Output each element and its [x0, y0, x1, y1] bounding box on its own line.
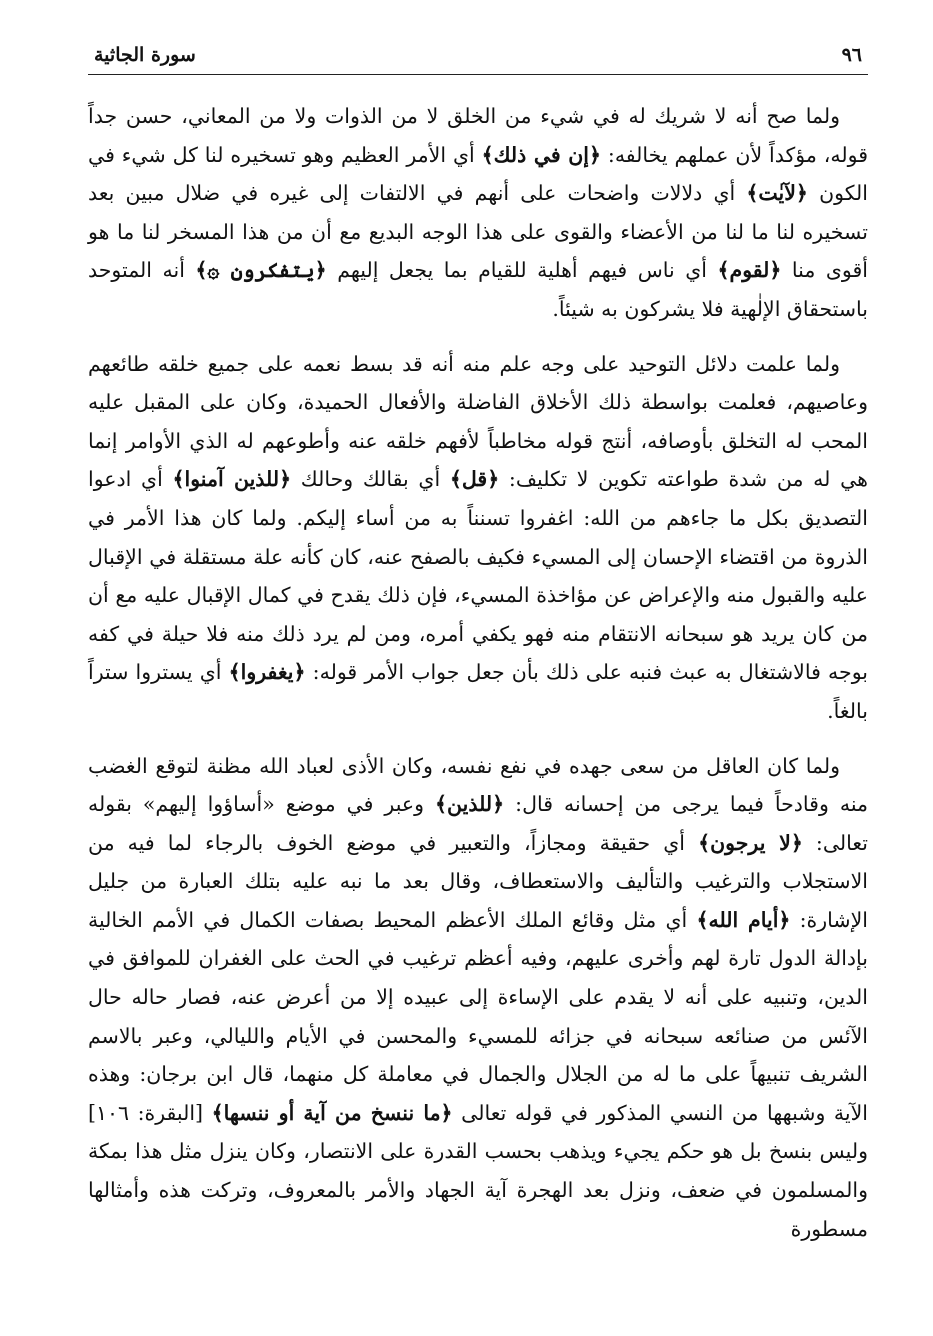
quran-quote: ﴿يغفروا﴾ [228, 660, 306, 685]
body-text [88, 97, 868, 1248]
text-run: وعبر في موضع «أساؤوا إليهم» بقوله تعالى: [88, 792, 868, 855]
running-header [88, 40, 868, 75]
paragraph [88, 747, 868, 1249]
text-run: أي دلالات واضحات على أنهم في الالتفات إلى غيره في ضلال مبين بعد تسخيره لنا ما لنا من الأعضاء والقوى على هذا الوجه البديع مع أن من هذا المسخر لنا ما هو أقوى منا [88, 181, 868, 283]
quran-quote: ﴿لقوم﴾ [717, 258, 782, 283]
text-run: ولما علمت دلائل التوحيد على وجه علم منه أنه قد بسط نعمه على جميع خلقه طائعهم وعاصيهم، فعلمت بواسطة ذلك الأخلاق الفاضلة والأفعال الحميدة، وكان على المقبل عليه المحب له التخلق بأوصافه، أنتج قوله مخاطباً لأفهم خلقه عنه وأطوعهم له الذي الأوامر إنما هي له من شدة طواعته تكوين لا تكليف: [88, 351, 868, 492]
quran-quote: ﴿يتفكرون ۞﴾ [195, 258, 327, 283]
text-run: أي ناس فيهم أهلية للقيام بما يجعل إليهم [326, 258, 718, 283]
paragraph [88, 97, 868, 329]
quran-quote: ﴿لا يرجون﴾ [698, 830, 803, 855]
text-run: ولما كان العاقل من سعى جهده في نفع نفسه، وكان الأذى لعباد الله مظنة لتوقع الغضب منه وقادحاً فيما يرجى من إحسانه قال: [88, 753, 869, 817]
text-run: أي مثل وقائع الملك الأعظم المحيط بصفات الكمال في الأمم الخالية بإدالة الدول تارة لهم وأخرى عليهم، وفيه أعظم ترغيب في الحث على الغفران للموافق في الدين، وتنبيه على أنه لا يقدم على الإساءة إلى عبيده إلا من أعرض عنه، فصار حاله حال الآئس من صنائعه سبحانه في جزائه للمسيء والمحسن في الأيام والليالي، وعبر بالاسم الشريف تنبيهاً على ما له من الجلال والجمال في معاملة كل منهما، قال ابن برجان: وهذه الآية وشبهها من النسي المذكور في قوله تعالى [88, 907, 869, 1125]
text-run: أي بقالك وحالك [291, 467, 450, 492]
quran-quote: ﴿إن في ذلك﴾ [481, 142, 601, 167]
quran-quote: ﴿ما ننسخ من آية أو ننسها﴾ [211, 1100, 453, 1125]
text-run: أنه المتوحد باستحقاق الإلٰهية فلا يشركون به شيئاً. [88, 258, 868, 321]
quran-quote: ﴿للذين﴾ [435, 792, 505, 817]
paragraph [88, 345, 868, 731]
text-run: ولما صح أنه لا شريك له في شيء من الخلق لا من الذوات ولا من المعاني، حسن جداً قوله، مؤكداً لأن عملهم يخالفه: [88, 104, 868, 167]
book-page [88, 40, 868, 1310]
text-run: أي الأمر العظيم وهو تسخيره لنا كل شيء في الكون [88, 142, 868, 206]
quran-quote: ﴿لآيٰت﴾ [746, 181, 808, 206]
surah-title: سورة الجاثية [94, 44, 196, 66]
quran-quote: ﴿أيام الله﴾ [696, 907, 791, 932]
quran-quote: ﴿للذين آمنوا﴾ [172, 467, 292, 492]
text-run: [البقرة: ١٠٦] وليس بنسخ بل هو حكم يجيء ويذهب بحسب القدرة على الانتصار، وكان ينزل مثل هذا بمكة والمسلمون في ضعف، ونزل بعد الهجرة آية الجهاد والأمر بالمعروف، وتركت هذه وأمثالها مسطورة [88, 1100, 868, 1241]
page-number: ٩٦ [841, 44, 862, 66]
text-run: أي حقيقة ومجازاً، والتعبير في موضع الخوف بالرجاء لما فيه من الاستجلاب والترغيب والتأليف والاستعطاف، وقال بعد ما نبه عليه بتلك العبارة من جليل الإشارة: [88, 830, 868, 932]
text-run: أي يستروا ستراً بالغاً. [88, 660, 868, 723]
text-run: أي ادعوا التصديق بكل ما جاءهم من الله: اغفروا تسنناً به من أساء إليكم. ولما كان هذا الأمر في الذروة من اقتضاء الإحسان إلى المسيء فكيف بالصفح عنه، كان كأنه علة مستقلة في الإقبال عليه والقبول منه والإعراض عن مؤاخذة المسيء، فإن ذلك يقدح في كمال الإقبال عليه مع أن من كان يريد هو سبحانه الانتقام منه فهو يكفي أمره، ومن لم يرد ذلك منه فلا حيلة في كفه بوجه فالاشتغال به عبث فنبه على ذلك بأن جعل جواب الأمر قوله: [88, 467, 869, 685]
quran-quote: ﴿قل﴾ [449, 467, 500, 492]
